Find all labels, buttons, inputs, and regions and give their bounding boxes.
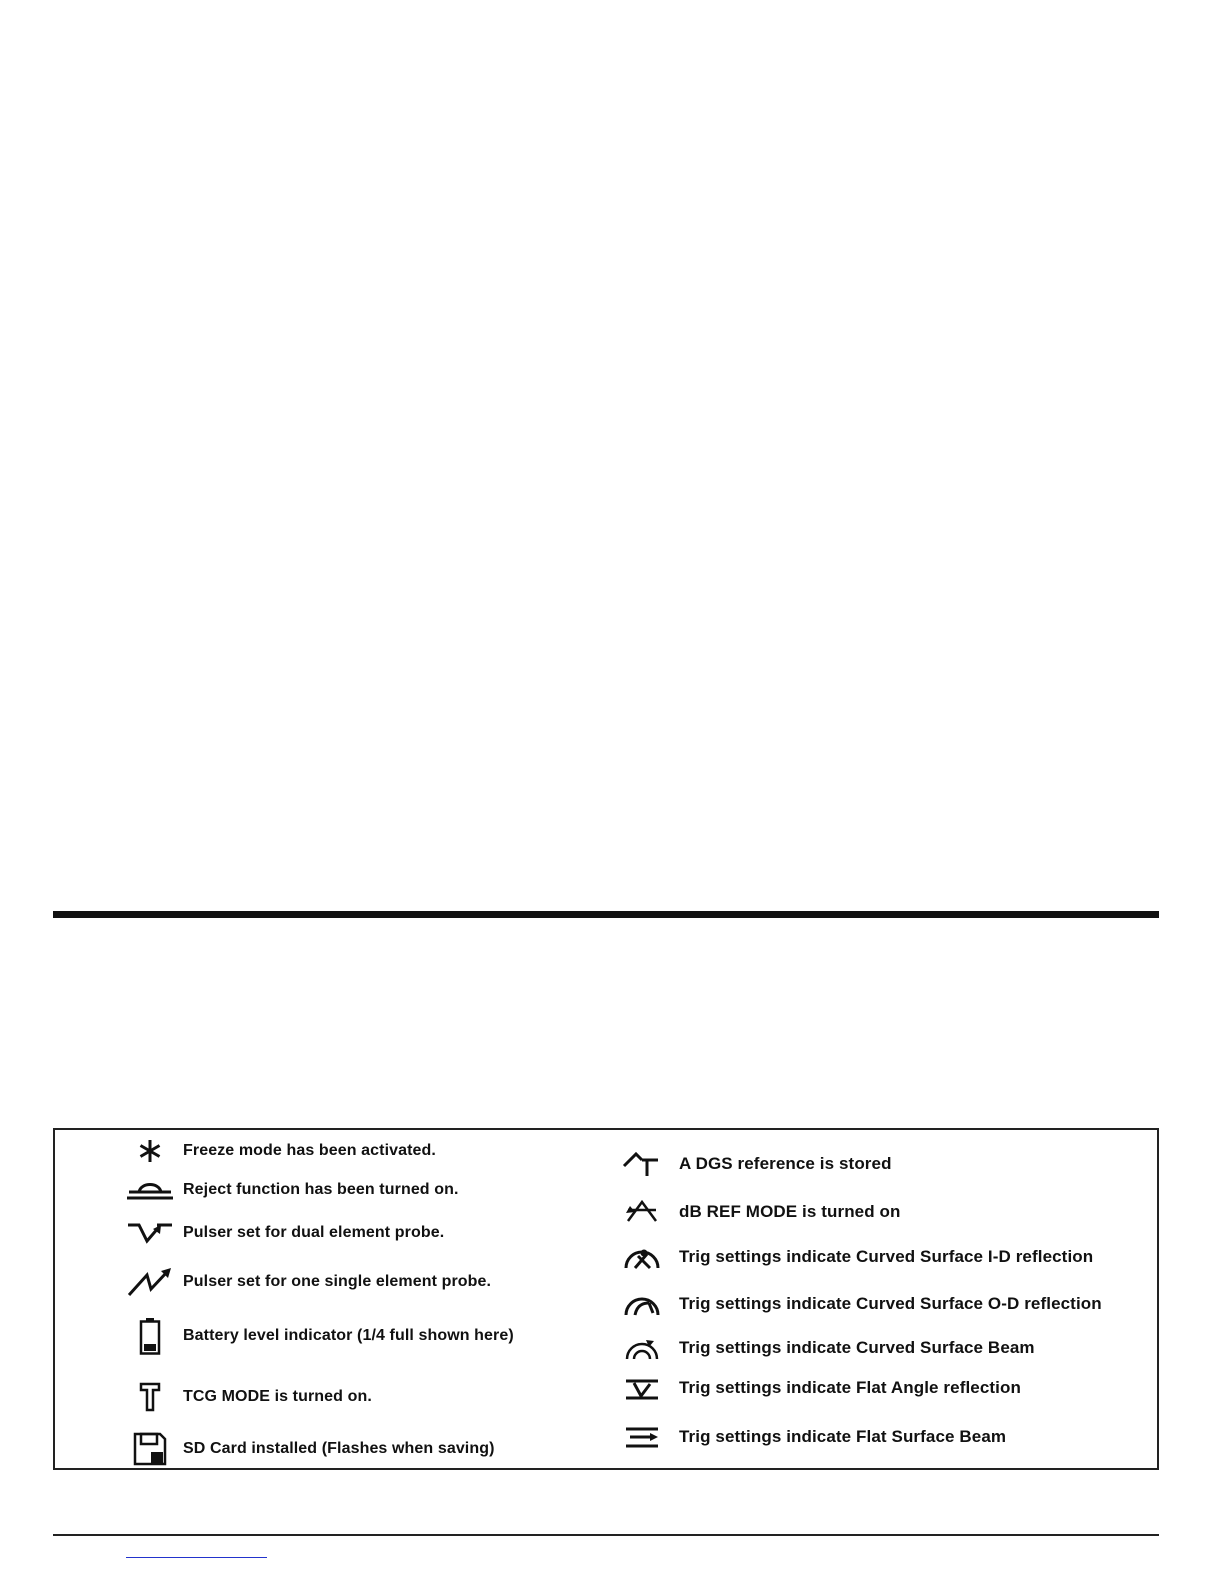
legend-item-single-pulser	[127, 1262, 491, 1302]
legend-label: Trig settings indicate Flat Angle reflection	[679, 1378, 1021, 1397]
legend-label: Pulser set for dual element probe.	[183, 1224, 445, 1241]
legend-item-flat-beam	[619, 1417, 1006, 1457]
flat-beam-icon	[619, 1417, 665, 1457]
legend-item-db-ref	[619, 1192, 901, 1232]
legend-label: TCG MODE is turned on.	[183, 1388, 372, 1405]
footer-divider	[53, 1534, 1159, 1536]
sd-card-icon	[127, 1429, 173, 1469]
dgs-reference-icon	[619, 1144, 665, 1184]
legend-label: Reject function has been turned on.	[183, 1181, 459, 1198]
db-ref-icon	[619, 1192, 665, 1232]
legend-item-dual-pulser	[127, 1213, 444, 1253]
curved-od-icon	[619, 1284, 665, 1324]
curved-beam-icon	[619, 1328, 665, 1368]
legend-label: Trig settings indicate Flat Surface Beam	[679, 1427, 1007, 1446]
legend-label: Trig settings indicate Curved Surface I-D reflection	[679, 1247, 1094, 1266]
legend-item-sd-card	[127, 1429, 495, 1469]
legend-label: Pulser set for one single element probe.	[183, 1273, 492, 1290]
icon-legend-box	[53, 1128, 1159, 1470]
legend-label: SD Card installed (Flashes when saving)	[183, 1440, 495, 1457]
legend-item-reject	[127, 1170, 459, 1210]
legend-label: Battery level indicator (1/4 full shown here)	[183, 1327, 514, 1344]
legend-item-tcg	[127, 1377, 372, 1417]
single-pulser-icon	[127, 1262, 173, 1302]
legend-item-battery	[127, 1316, 514, 1356]
tcg-icon	[127, 1377, 173, 1417]
footer-link-underline[interactable]	[126, 1557, 267, 1558]
legend-item-freeze	[127, 1131, 436, 1171]
legend-label: Trig settings indicate Curved Surface Beam	[679, 1338, 1035, 1357]
legend-item-dgs-reference	[619, 1144, 892, 1184]
legend-item-curved-od	[619, 1284, 1102, 1324]
reject-icon	[127, 1170, 173, 1210]
legend-item-flat-angle	[619, 1368, 1021, 1408]
legend-label: Trig settings indicate Curved Surface O-D reflection	[679, 1294, 1102, 1313]
flat-angle-icon	[619, 1368, 665, 1408]
legend-label: dB REF MODE is turned on	[679, 1202, 901, 1221]
curved-id-icon	[619, 1237, 665, 1277]
legend-item-curved-beam	[619, 1328, 1035, 1368]
battery-icon	[127, 1316, 173, 1356]
asterisk-icon	[127, 1131, 173, 1171]
legend-label: Freeze mode has been activated.	[183, 1142, 436, 1159]
section-divider	[53, 911, 1159, 918]
legend-item-curved-id	[619, 1237, 1093, 1277]
legend-label: A DGS reference is stored	[679, 1154, 892, 1173]
dual-pulser-icon	[127, 1213, 173, 1253]
